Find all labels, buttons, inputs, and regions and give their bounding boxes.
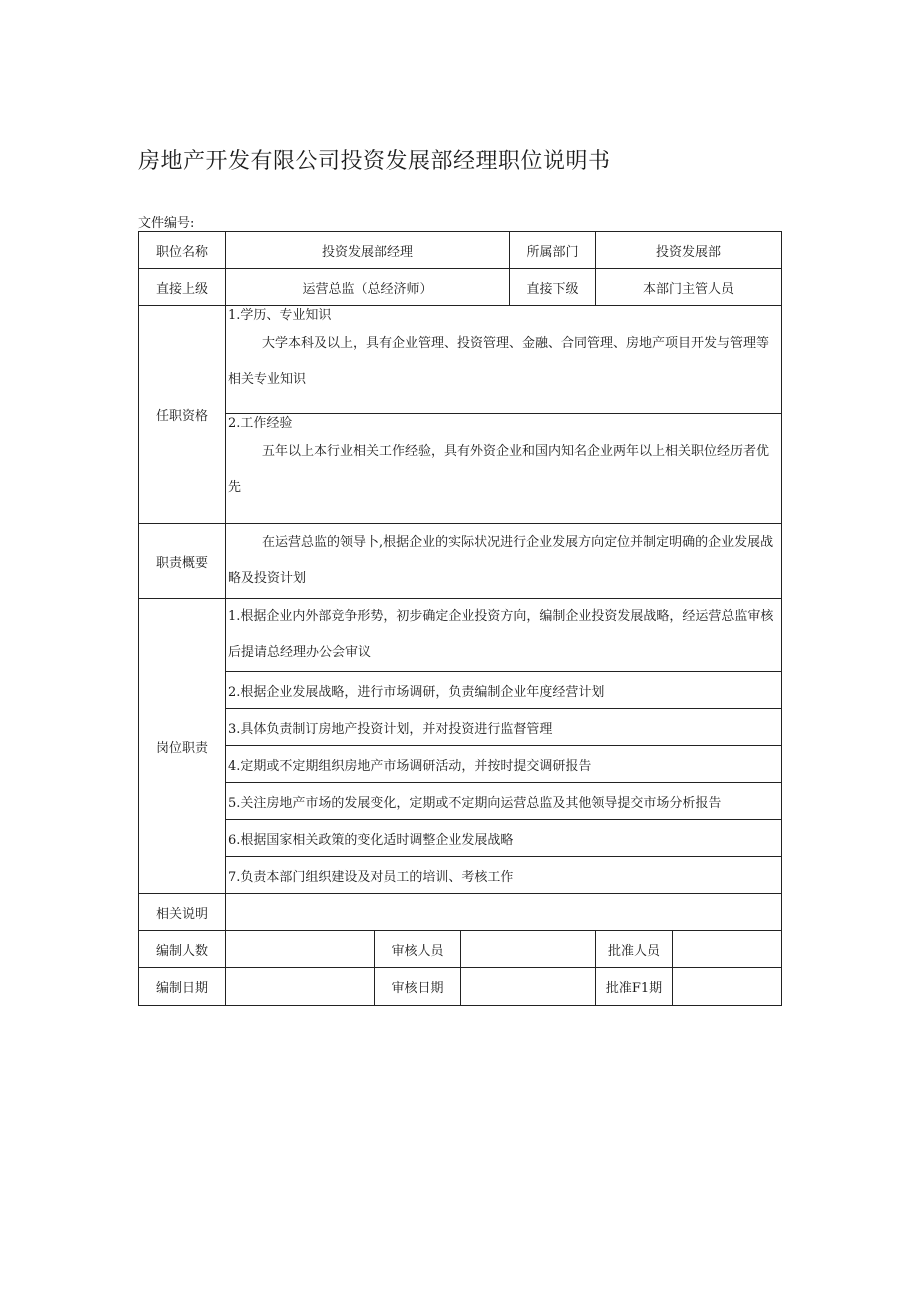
duties-label: 岗位职责 xyxy=(139,599,226,894)
row-duty-6 xyxy=(139,820,782,857)
approved-by-value xyxy=(673,931,782,968)
duty-item-3: 3.具体负责制订房地产投资计划，并对投资进行监督管理 xyxy=(226,709,782,746)
superior-value: 运营总监（总经济师） xyxy=(226,269,510,306)
reviewed-by-label: 审核人员 xyxy=(375,931,461,968)
prepared-date-label: 编制日期 xyxy=(139,968,226,1006)
approved-date-label: 批准F1期 xyxy=(596,968,673,1006)
approved-date-value xyxy=(673,968,782,1006)
row-footer-2 xyxy=(139,968,782,1006)
row-superior xyxy=(139,269,782,306)
dept-value: 投资发展部 xyxy=(596,232,782,269)
row-duty-4 xyxy=(139,746,782,783)
duty-item-5: 5.关注房地产市场的发展变化，定期或不定期向运营总监及其他领导提交市场分析报告 xyxy=(226,783,782,820)
duty-item-2: 2.根据企业发展战略，进行市场调研，负责编制企业年度经营计划 xyxy=(226,672,782,709)
prepared-date-value xyxy=(226,968,375,1006)
prepared-by-label: 编制人数 xyxy=(139,931,226,968)
row-qual-1 xyxy=(139,306,782,414)
position-value: 投资发展部经理 xyxy=(226,232,510,269)
dept-label: 所属部门 xyxy=(510,232,596,269)
qualifications-experience xyxy=(226,414,782,524)
notes-label: 相关说明 xyxy=(139,894,226,931)
summary-body: 在运营总监的领导卜,根据企业的实际状况进行企业发展方向定位并制定明确的企业发展战略及投资计划 xyxy=(228,535,774,586)
summary-label: 职责概要 xyxy=(139,524,226,599)
subordinate-label: 直接下级 xyxy=(510,269,596,306)
duty-item-7: 7.负责本部门组织建设及对员工的培训、考核工作 xyxy=(226,857,782,894)
qual-experience-body: 五年以上本行业相关工作经验，具有外资企业和国内知名企业两年以上相关职位经历者优先 xyxy=(228,444,770,495)
row-duty-3 xyxy=(139,709,782,746)
superior-label: 直接上级 xyxy=(139,269,226,306)
page-title: 房地产开发有限公司投资发展部经理职位说明书 xyxy=(138,149,611,174)
row-duty-1 xyxy=(139,599,782,672)
row-summary xyxy=(139,524,782,599)
row-position xyxy=(139,232,782,269)
prepared-by-value xyxy=(226,931,375,968)
row-duty-5 xyxy=(139,783,782,820)
row-qual-2 xyxy=(139,414,782,524)
duty-item-4: 4.定期或不定期组织房地产市场调研活动，并按时提交调研报告 xyxy=(226,746,782,783)
row-duty-7 xyxy=(139,857,782,894)
summary-cell xyxy=(226,524,782,599)
qual-education-body: 大学本科及以上，具有企业管理、投资管理、金融、合同管理、房地产项目开发与管理等相关专业知识 xyxy=(228,336,770,387)
duty-item-6: 6.根据国家相关政策的变化适时调整企业发展战略 xyxy=(226,820,782,857)
qualifications-education xyxy=(226,306,782,414)
qual-experience-heading: 2.工作经验 xyxy=(228,416,293,431)
duty-item-1: 1.根据企业内外部竞争形势，初步确定企业投资方向，编制企业投资发展战略，经运营总监审核后提请总经理办公会审议 xyxy=(228,609,774,660)
reviewed-by-value xyxy=(461,931,596,968)
reviewed-date-value xyxy=(461,968,596,1006)
position-label: 职位名称 xyxy=(139,232,226,269)
qualifications-label: 任职资格 xyxy=(139,306,226,524)
qual-education-heading: 1.学历、专业知识 xyxy=(228,308,332,323)
duty-item xyxy=(226,599,782,672)
doc-number-label: 文件编号: xyxy=(138,216,195,231)
row-duty-2 xyxy=(139,672,782,709)
row-notes xyxy=(139,894,782,931)
job-description-table xyxy=(138,231,782,1006)
notes-value xyxy=(226,894,782,931)
row-footer-1 xyxy=(139,931,782,968)
approved-by-label: 批准人员 xyxy=(596,931,673,968)
subordinate-value: 本部门主管人员 xyxy=(596,269,782,306)
reviewed-date-label: 审核日期 xyxy=(375,968,461,1006)
